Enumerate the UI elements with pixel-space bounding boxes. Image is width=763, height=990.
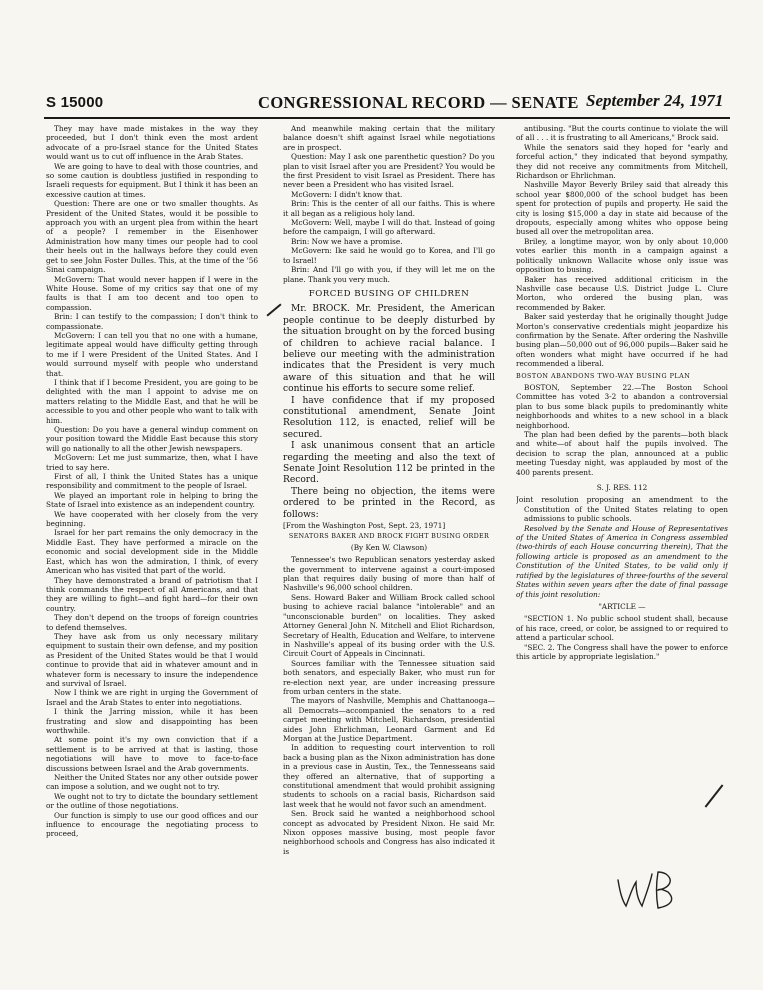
- subheading: BOSTON ABANDONS TWO-WAY BUSING PLAN: [516, 371, 691, 380]
- paragraph: Brin: I can testify to the compassion; I don't think to compassionate.: [46, 312, 258, 331]
- speech-paragraph: I ask unanimous consent that an article regarding the meeting and also the text of Senate Joint Resolution 112 be printed in the Record.: [283, 441, 495, 486]
- paragraph: Israel for her part remains the only democracy in the Middle East. They have performed a miracle on the economic and social development side in the Middle East, which has won the admiration, I think, of every American who has visited that part of the world.: [46, 528, 258, 576]
- paragraph: I think the Jarring mission, while it has been frustrating and slow and disappointing has been worthwhile.: [46, 707, 258, 735]
- speech-paragraph: I have confidence that if my proposed constitutional amendment, Senate Joint Resolution 112, is enacted, relief will be secured.: [283, 395, 495, 440]
- paragraph: The mayors of Nashville, Memphis and Chattanooga—all Democrats—accompanied the senators to a red carpet meeting with Mitchell, Richardson, presidential aides John Ehrlichman, Leonard Garment and Ed Morgan at the Justice Department.: [283, 696, 495, 743]
- resolution-section: "SEC. 2. The Congress shall have the power to enforce this article by appropriate legislation.": [516, 642, 728, 661]
- paragraph: BOSTON, September 22.—The Boston School Committee has voted 3-2 to abandon a controversial plan to bus some black pupils to predominantly white neighborhoods and whites to a new school in a black neighborhood.: [516, 382, 728, 430]
- paragraph: They have demonstrated a brand of patriotism that I think commands the respect of all Americans, and that they are willing to fight—and fight hard—for their own country.: [46, 575, 258, 613]
- resolved-clause: Resolved by the Senate and House of Representatives of the United States of America in Congress assembled (two-thirds of each House concurring therein), That the following article is proposed as an amendment to the Constitution of the United States, to be valid only if ratified by the legislatures of three-fourths of the several States within seven years after the date of final passage of this joint resolution:: [516, 523, 728, 599]
- paragraph: Briley, a longtime mayor, won by only about 10,000 votes earlier this month in a campaign against a politically unknown Wallacite whose only issue was opposition to busing.: [516, 236, 728, 275]
- paragraph: Question: Do you have a general windup comment on your position toward the Middle East because this story will go nationally to all the other Jewish newspapers.: [46, 425, 258, 453]
- paragraph: First of all, I think the United States has a unique responsibility and commitment to the people of Israel.: [46, 472, 258, 491]
- paragraph: Brin: This is the center of all our faiths. This is where it all began as a religious holy land.: [283, 199, 495, 218]
- paragraph: At some point it's my own conviction that if a settlement is to be arrived at that is lasting, those negotiations will have to move to face-to-face discussions between Israel and the Arab governments.: [46, 735, 258, 773]
- paragraph: McGovern: That would never happen if I were in the White House. Some of my critics say that one of my faults is that I am too decent and too open to compassion.: [46, 274, 258, 312]
- pen-mark: [266, 303, 281, 316]
- column-1: [46, 124, 258, 984]
- paragraph: Sources familiar with the Tennessee situation said both senators, and especially Baker, who must run for re-election next year, are under increasing pressure from urban centers in the state.: [283, 658, 495, 696]
- paragraph: And meanwhile making certain that the military balance doesn't shift against Israel while negotiations are in prospect.: [283, 124, 495, 152]
- paragraph: Sen. Brock said he wanted a neighborhood school concept as advocated by President Nixon. He said Mr. Nixon opposes massive busing, most people favor neighborhood schools and Congress has also indicated it is: [283, 809, 495, 856]
- paragraph: They have ask from us only necessary military equipment to sustain their own defense, and my position as President of the United States would be that I would continue to provide that aid in whatever amount and in whatever form is necessary to insure the independence and survival of Israel.: [46, 631, 258, 688]
- paragraph: Sens. Howard Baker and William Brock called school busing to achieve racial balance "intolerable" and an "unconscionable burden" on localities. They asked Attorney General John N. Mitchell and Eliot Richardson, Secretary of Health, Education and Welfare, to intervene in Nashville's appeal of its busing order with the U.S. Circuit Court of Appeals in Cincinnati.: [283, 592, 495, 659]
- paragraph: Nashville Mayor Beverly Briley said that already this school year $800,000 of the school budget has been spent for protection of pupils and property. He said the city is losing $15,000 a day in state aid because of the dropouts, especially among whites who oppose being bused all over the metropolitan area.: [516, 180, 728, 237]
- paragraph: Tennessee's two Republican senators yesterday asked the government to intervene against a court-imposed plan that requires daily busing of more than half of Nashville's 96,000 school children.: [283, 555, 495, 593]
- paragraph: McGovern: Ike said he would go to Korea, and I'll go to Israel!: [283, 246, 495, 265]
- resolution-title: S. J. RES. 112: [596, 483, 648, 493]
- paragraph: The plan had been defied by the parents—both black and white—of about half the pupils involved. The decision to scrap the plan, announced at a public meeting Tuesday night, was applauded by most of the 400 parents present.: [516, 430, 728, 477]
- paragraph: We ought not to try to dictate the boundary settlement or the outline of those negotiations.: [46, 791, 258, 811]
- paragraph: McGovern: I can tell you that no one with a humane, legitimate appeal would have difficulty getting through to me if I were President of the United States. And I would surround myself with people who understand that.: [46, 330, 258, 378]
- section-heading: FORCED BUSING OF CHILDREN: [308, 288, 470, 299]
- paragraph: While the senators said they hoped for "early and forceful action," they indicated that beyond sympathy, they did not receive any commitments from Mitchell, Richardson or Ehrlichman.: [516, 142, 728, 181]
- paragraph: In addition to requesting court intervention to roll back a busing plan as the Nixon administration has done in a previous case in Austin, Tex., the Tennesseans said they offered an alternative, that of supporting a constitutional amendment that would prohibit assigning students to schools on a racial basis, Richardson said last week that he would not favor such an amendment.: [283, 743, 495, 809]
- paragraph: Neither the United States nor any other outside power can impose a solution, and we ought not to try.: [46, 773, 258, 792]
- paragraph: I think that if I become President, you are going to be delighted with the man I appoint to advise me on matters relating to the Middle East, and that he will be accessible to you and other people who want to talk with him.: [46, 377, 258, 425]
- paragraph: Question: May I ask one parenthetic question? Do you plan to visit Israel after you are President? You would be the first President to visit Israel as President. There has never been a President who has visited Israel.: [283, 152, 495, 190]
- paragraph: antibusing. "But the courts continue to violate the will of all . . . it is frustrating to all Americans," Brock said.: [516, 124, 728, 143]
- paragraph: We are going to have to deal with those countries, and so some caution is doubtless justified in responding to Israeli requests for equipment. But I think it has been an excessive caution at times.: [46, 161, 258, 199]
- paragraph: Brin: Now we have a promise.: [291, 236, 403, 246]
- resolution-preamble: Joint resolution proposing an amendment to the Constitution of the United States relating to open admissions to public schools.: [516, 495, 728, 524]
- article-byline: (By Ken W. Clawson): [350, 542, 428, 552]
- publication-date: September 24, 1971: [586, 91, 724, 110]
- article-label: "ARTICLE —: [598, 601, 646, 611]
- article-source: [From the Washington Post, Sept. 23, 1971]: [283, 521, 446, 531]
- paragraph: We have cooperated with her closely from the very beginning.: [46, 509, 258, 529]
- handwritten-initials: [612, 862, 702, 922]
- publication-title: CONGRESSIONAL RECORD — SENATE: [258, 93, 579, 112]
- article-title: SENATORS BAKER AND BROCK FIGHT BUSING ORDER: [288, 532, 490, 541]
- paragraph: We played an important role in helping to bring the State of Israel into existence as an independent country.: [46, 490, 258, 510]
- header-rule: [44, 117, 730, 119]
- paragraph: Question: There are one or two smaller thoughts. As President of the United States, would it be possible to approach you with an urgent plea from within the heart of a people? I remember in the Eisenhower Administration how many times our people had to cool their heels out in the hallways before they could even get to see John Foster Dulles. This, at the time of the '56 Sinai campaign.: [46, 199, 258, 275]
- speech-paragraph: There being no objection, the items were ordered to be printed in the Record, as follows:: [283, 486, 495, 520]
- column-2: [283, 124, 495, 984]
- paragraph: Our function is simply to use our good offices and our influence to encourage the negotiating process to proceed,: [46, 810, 258, 839]
- column-3: [516, 124, 728, 984]
- paragraph: McGovern: Well, maybe I will do that. Instead of going before the campaign, I will go afterward.: [283, 218, 495, 237]
- page-number: S 15000: [46, 94, 104, 111]
- paragraph: They don't depend on the troops of foreign countries to defend themselves.: [46, 613, 258, 632]
- paragraph: McGovern: Let me just summarize, then, what I have tried to say here.: [46, 453, 258, 472]
- resolution-section: "SECTION 1. No public school student shall, because of his race, creed, or color, be assigned to or required to attend a particular school.: [516, 614, 728, 643]
- speech-paragraph: Mr. BROCK. Mr. President, the American people continue to be deeply disturbed by the situation brought on by the forced busing of children to achieve racial balance. I believe our meeting with the administration indicates that the President is very much aware of this situation and that he will continue his efforts to secure some relief.: [283, 304, 495, 395]
- paragraph: Baker said yesterday that he originally thought Judge Morton's conservative credentials might jeopardize his confirmation by the Senate. After ordering the Nashville busing plan—50,000 out of 96,000 pupils—Baker said he often wonders what might have occurred if he had recommended a liberal.: [516, 312, 728, 369]
- paragraph: They may have made mistakes in the way they proceeded, but I don't think even the most ardent advocate of a pro-Israel stance for the United States would want us to cut off influence in the Arab States.: [46, 124, 258, 162]
- paragraph: Brin: And I'll go with you, if they will let me on the plane. Thank you very much.: [283, 265, 495, 284]
- paragraph: McGovern: I didn't know that.: [291, 189, 403, 199]
- paragraph: Baker has received additional criticism in the Nashville case because U.S. District Judge L. Clure Morton, who ordered the busing plan, was recommended by Baker.: [516, 274, 728, 312]
- paragraph: Now I think we are right in urging the Government of Israel and the Arab States to enter into negotiations.: [46, 688, 258, 707]
